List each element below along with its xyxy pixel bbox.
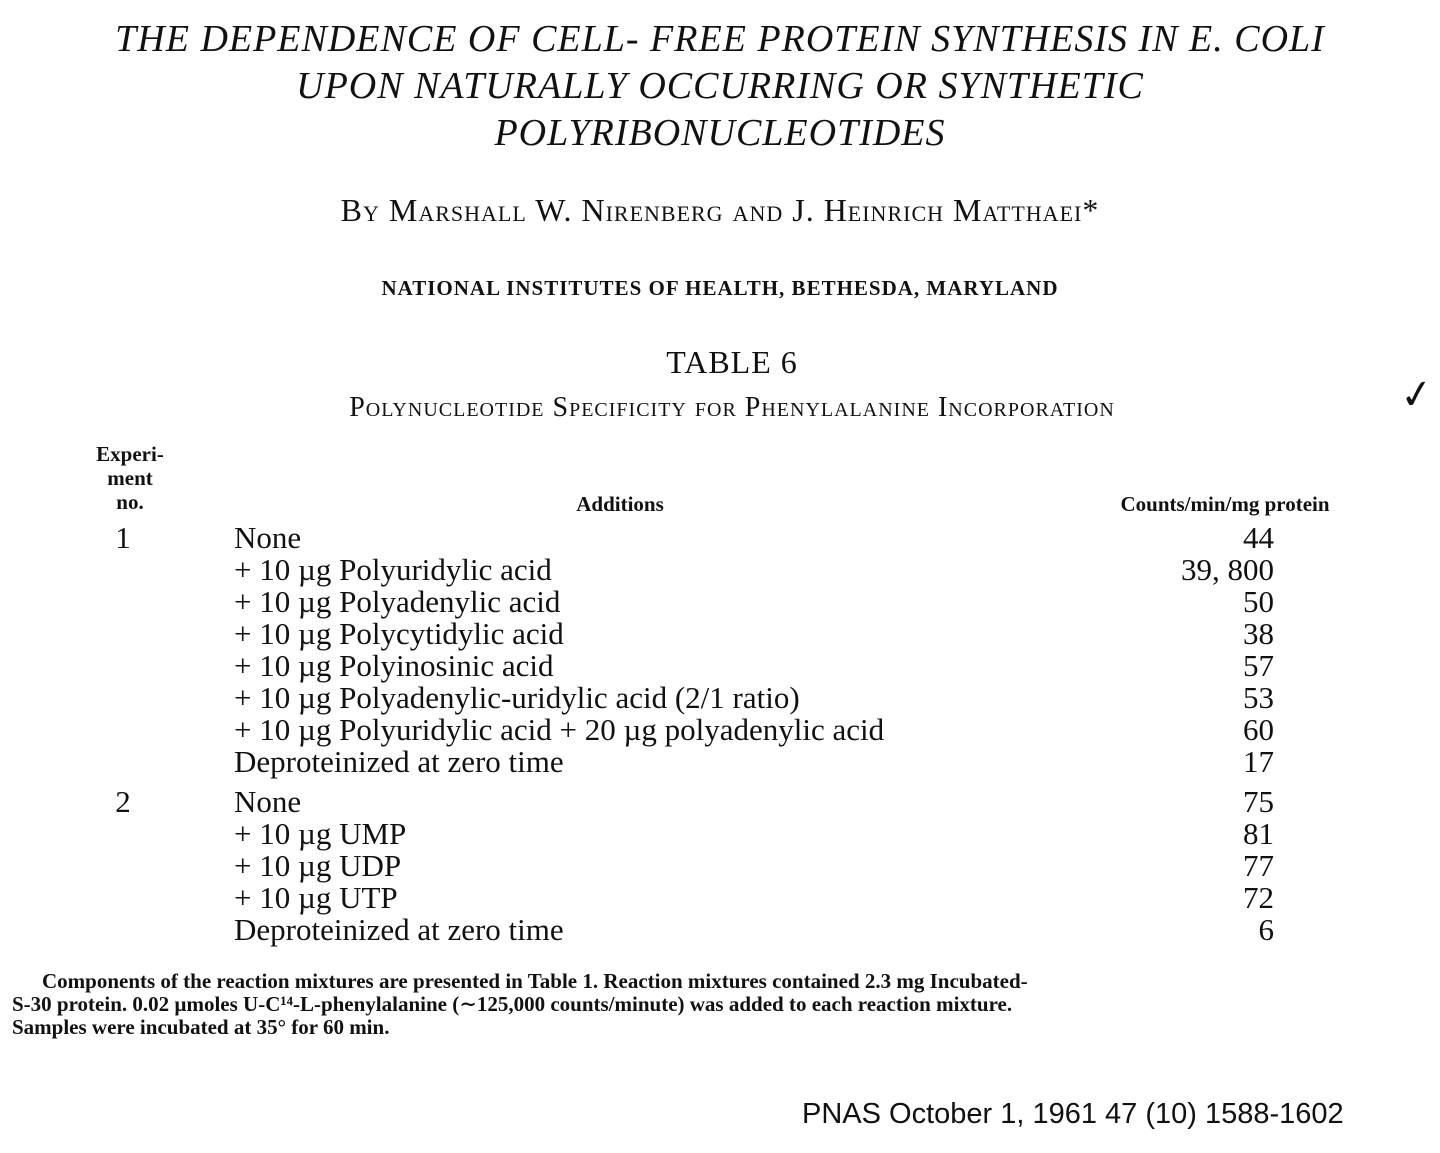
counts-cell: 60 [1243,712,1274,747]
table-row [0,818,1440,850]
counts-cell: 17 [1243,744,1274,779]
table-caption: Polynucleotide Specificity for Phenylalanine Incorporation [349,392,1115,423]
footnote-line: Samples were incubated at 35° for 60 min. [12,1015,390,1039]
footnote-line: S-30 protein. 0.02 µmoles U-C¹⁴-L-phenylalanine (∼125,000 counts/minute) was added to each reaction mixture. [12,992,1013,1016]
table-label: TABLE 6 [666,344,798,380]
counts-cell: 53 [1243,680,1274,715]
experiment-number: 2 [115,784,131,819]
counts-cell: 72 [1243,880,1274,915]
addition-cell: None [234,784,302,819]
addition-cell: + 10 µg UMP [234,816,407,851]
addition-cell: + 10 µg Polycytidylic acid [234,616,564,651]
addition-cell: + 10 µg Polyadenylic-uridylic acid (2/1 ratio) [234,680,800,715]
table-row [0,714,1440,746]
counts-cell: 81 [1243,816,1274,851]
counts-cell: 6 [1258,912,1274,947]
author-line: By Marshall W. Nirenberg and J. Heinrich Matthaei* [340,192,1100,228]
addition-cell: + 10 µg Polyinosinic acid [234,648,554,683]
title-line-1: THE DEPENDENCE OF CELL- FREE PROTEIN SYNTHESIS IN E. COLI [115,18,1325,60]
footnote-line: Components of the reaction mixtures are presented in Table 1. Reaction mixtures contained 2.3 mg Incubated- [42,969,1028,993]
column-header-counts: Counts/min/mg protein [1120,492,1330,516]
checkmark-icon: ✓ [1396,369,1437,421]
addition-cell: Deproteinized at zero time [234,744,564,779]
counts-cell: 39, 800 [1181,552,1274,587]
column-header-experiment-line: Experi- [96,442,164,466]
counts-cell: 50 [1243,584,1274,619]
counts-cell: 44 [1243,520,1274,555]
column-header-additions: Additions [576,492,664,516]
table-row [0,586,1440,618]
column-header-experiment [70,442,190,514]
addition-cell: + 10 µg UTP [234,880,398,915]
counts-cell: 75 [1243,784,1274,819]
title-line-2: UPON NATURALLY OCCURRING OR SYNTHETIC [296,65,1144,107]
counts-cell: 57 [1243,648,1274,683]
citation: PNAS October 1, 1961 47 (10) 1588-1602 [802,1098,1344,1130]
counts-cell: 77 [1243,848,1274,883]
table-row [0,746,1440,778]
table-row [0,522,1440,554]
experiment-number: 1 [115,520,131,555]
addition-cell: + 10 µg Polyuridylic acid + 20 µg polyadenylic acid [234,712,885,747]
addition-cell: Deproteinized at zero time [234,912,564,947]
table-footnote [12,970,1440,1039]
table-row [0,882,1440,914]
institution-line: NATIONAL INSTITUTES OF HEALTH, BETHESDA, MARYLAND [381,276,1059,300]
table-row [0,786,1440,818]
addition-cell: + 10 µg Polyadenylic acid [234,584,561,619]
counts-cell: 38 [1243,616,1274,651]
table-row [0,914,1440,946]
table-row [0,554,1440,586]
column-header-experiment-line: ment [107,466,153,490]
table-row [0,682,1440,714]
addition-cell: + 10 µg Polyuridylic acid [234,552,552,587]
table-row [0,650,1440,682]
table-row [0,850,1440,882]
title-line-3: POLYRIBONUCLEOTIDES [494,112,946,154]
addition-cell: + 10 µg UDP [234,848,402,883]
table-row [0,618,1440,650]
addition-cell: None [234,520,302,555]
column-header-experiment-line: no. [116,490,144,514]
